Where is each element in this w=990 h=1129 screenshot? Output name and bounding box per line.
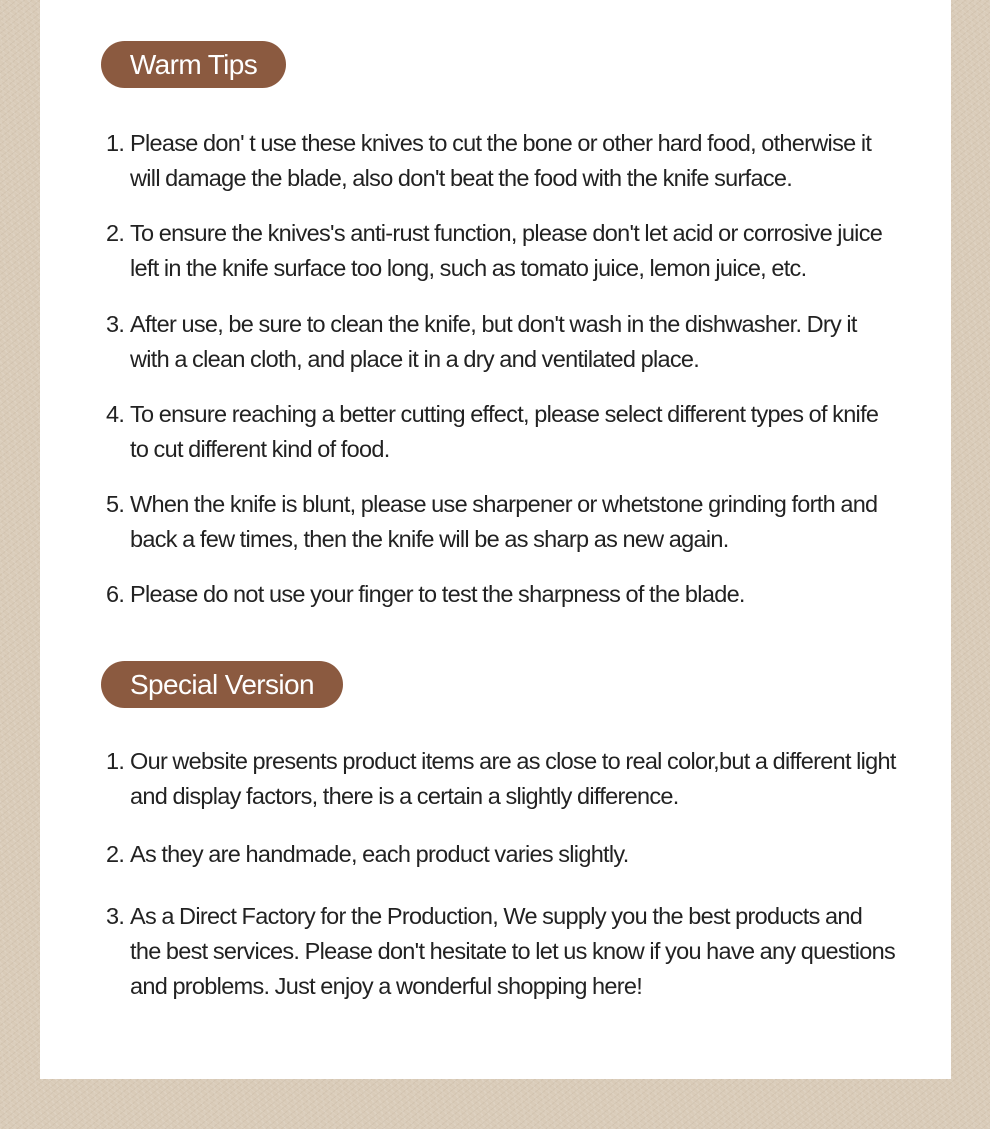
warm-tip-item: [106, 307, 896, 377]
item-number: 4.: [106, 401, 125, 427]
content-card: [40, 0, 951, 1079]
item-text: To ensure reaching a better cutting effect, please select different types of knife to cut different kind of food.: [130, 401, 879, 462]
item-text: After use, be sure to clean the knife, but don't wash in the dishwasher. Dry it with a clean cloth, and place it in a dry and ventilated place.: [130, 311, 857, 372]
warm-tip-item: [106, 397, 896, 467]
item-number: 6.: [106, 581, 125, 607]
special-version-item: [106, 837, 896, 872]
item-text: To ensure the knives's anti-rust function, please don't let acid or corrosive juice left in the knife surface too long, such as tomato juice, lemon juice, etc.: [130, 220, 883, 281]
item-text: Please don' t use these knives to cut the bone or other hard food, otherwise it will damage the blade, also don't beat the food with the knife surface.: [130, 130, 872, 191]
item-text: Please do not use your finger to test the sharpness of the blade.: [130, 581, 745, 607]
special-version-item: [106, 744, 896, 814]
warm-tip-item: [106, 577, 896, 612]
item-text: As a Direct Factory for the Production, We supply you the best products and the best services. Please don't hesitate to let us know if you have any questions and problems. Just enjoy a wonderful shopping here!: [130, 903, 896, 999]
item-number: 2.: [106, 220, 125, 246]
warm-tips-heading: Warm Tips: [101, 41, 286, 88]
item-number: 1.: [106, 130, 125, 156]
item-text: When the knife is blunt, please use sharpener or whetstone grinding forth and back a few times, then the knife will be as sharp as new again.: [130, 491, 878, 552]
item-number: 5.: [106, 491, 125, 517]
special-version-heading: Special Version: [101, 661, 343, 708]
special-version-item: [106, 899, 896, 1004]
item-number: 3.: [106, 311, 125, 337]
item-number: 2.: [106, 841, 125, 867]
warm-tip-item: [106, 487, 896, 557]
warm-tip-item: [106, 216, 896, 286]
item-number: 3.: [106, 903, 125, 929]
item-text: Our website presents product items are as close to real color,but a different light and display factors, there is a certain a slightly difference.: [130, 748, 896, 809]
warm-tip-item: [106, 126, 896, 196]
item-text: As they are handmade, each product varies slightly.: [130, 841, 629, 867]
item-number: 1.: [106, 748, 125, 774]
